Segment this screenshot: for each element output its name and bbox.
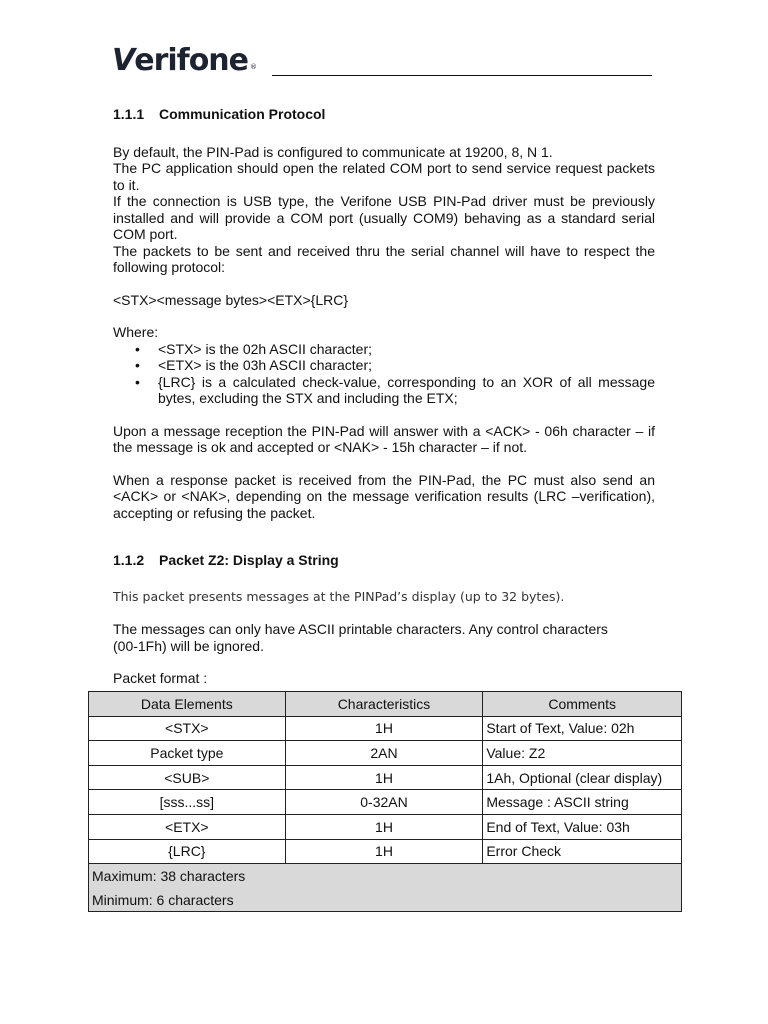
verifone-logo: Verifone ®	[112, 43, 257, 78]
table-row	[89, 765, 682, 790]
table-footer-row	[89, 888, 682, 912]
table-row	[89, 839, 682, 864]
section-heading-packet-z2: 1.1.2 Packet Z2: Display a String	[113, 552, 339, 568]
paragraph-ascii-printable: The messages can only have ASCII printable characters. Any control characters (00-1Fh) will be ignored.	[113, 621, 608, 654]
cell-element: Packet type	[89, 741, 286, 766]
paragraph-pc-application: The PC application should open the related COM port to send service request packets to it.	[113, 160, 655, 193]
table-row	[89, 716, 682, 741]
bullet-stx: • <STX> is the 02h ASCII character;	[158, 341, 655, 358]
cell-comment: End of Text, Value: 03h	[483, 814, 682, 839]
cell-characteristic: 1H	[285, 716, 483, 741]
cell-element: <ETX>	[89, 814, 286, 839]
paragraph-response-packet: When a response packet is received from the PIN-Pad, the PC must also send an <ACK> or <NAK>, depending on the message verification results (LRC –verification), accepting or refusing the packet.	[113, 471, 655, 521]
protocol-bullet-list	[113, 341, 655, 407]
paragraph-packet-presents: This packet presents messages at the PINPad’s display (up to 32 bytes).	[113, 588, 565, 604]
header-characteristics: Characteristics	[285, 692, 483, 717]
section-heading-communication-protocol: 1.1.1 Communication Protocol	[113, 106, 326, 122]
paragraph-ack-nak: Upon a message reception the PIN-Pad will answer with a <ACK> - 06h character – if the message is ok and accepted or <NAK> - 15h character – if not.	[113, 422, 655, 455]
bullet-lrc: • {LRC} is a calculated check-value, corresponding to an XOR of all message bytes, excluding the STX and including the ETX;	[158, 374, 655, 407]
header-data-elements: Data Elements	[89, 692, 286, 717]
paragraph-packets-protocol: The packets to be sent and received thru the serial channel will have to respect the following protocol:	[113, 242, 655, 275]
footer-minimum: Minimum: 6 characters	[89, 888, 682, 912]
table-footer-row	[89, 864, 682, 888]
cell-characteristic: 1H	[285, 814, 483, 839]
cell-comment: 1Ah, Optional (clear display)	[483, 765, 682, 790]
cell-element: [sss...ss]	[89, 790, 286, 815]
packet-format-label: Packet format :	[113, 670, 208, 686]
table-row	[89, 814, 682, 839]
cell-characteristic: 1H	[285, 765, 483, 790]
where-label: Where:	[113, 324, 159, 340]
paragraph-usb-connection: If the connection is USB type, the Verifone USB PIN-Pad driver must be previously installed and will provide a COM port (usually COM9) behaving as a standard serial COM port.	[113, 193, 655, 242]
cell-comment: Message : ASCII string	[483, 790, 682, 815]
cell-characteristic: 1H	[285, 839, 483, 864]
cell-characteristic: 0-32AN	[285, 790, 483, 815]
header-rule	[272, 75, 652, 76]
cell-comment: Value: Z2	[483, 741, 682, 766]
paragraph-default-config: By default, the PIN-Pad is configured to communicate at 19200, 8, N 1.	[113, 143, 553, 160]
table-row	[89, 790, 682, 815]
cell-element: {LRC}	[89, 839, 286, 864]
table-header-row	[89, 692, 682, 717]
packet-format-table	[88, 691, 682, 912]
page-header	[112, 44, 652, 84]
bullet-etx: • <ETX> is the 03h ASCII character;	[158, 357, 655, 374]
protocol-format: <STX><message bytes><ETX>{LRC}	[113, 291, 349, 308]
header-comments: Comments	[483, 692, 682, 717]
registered-mark: ®	[250, 63, 257, 71]
cell-element: <SUB>	[89, 765, 286, 790]
table-row	[89, 741, 682, 766]
cell-element: <STX>	[89, 716, 286, 741]
cell-characteristic: 2AN	[285, 741, 483, 766]
document-body	[113, 106, 655, 687]
cell-comment: Error Check	[483, 839, 682, 864]
cell-comment: Start of Text, Value: 02h	[483, 716, 682, 741]
footer-maximum: Maximum: 38 characters	[89, 864, 682, 888]
